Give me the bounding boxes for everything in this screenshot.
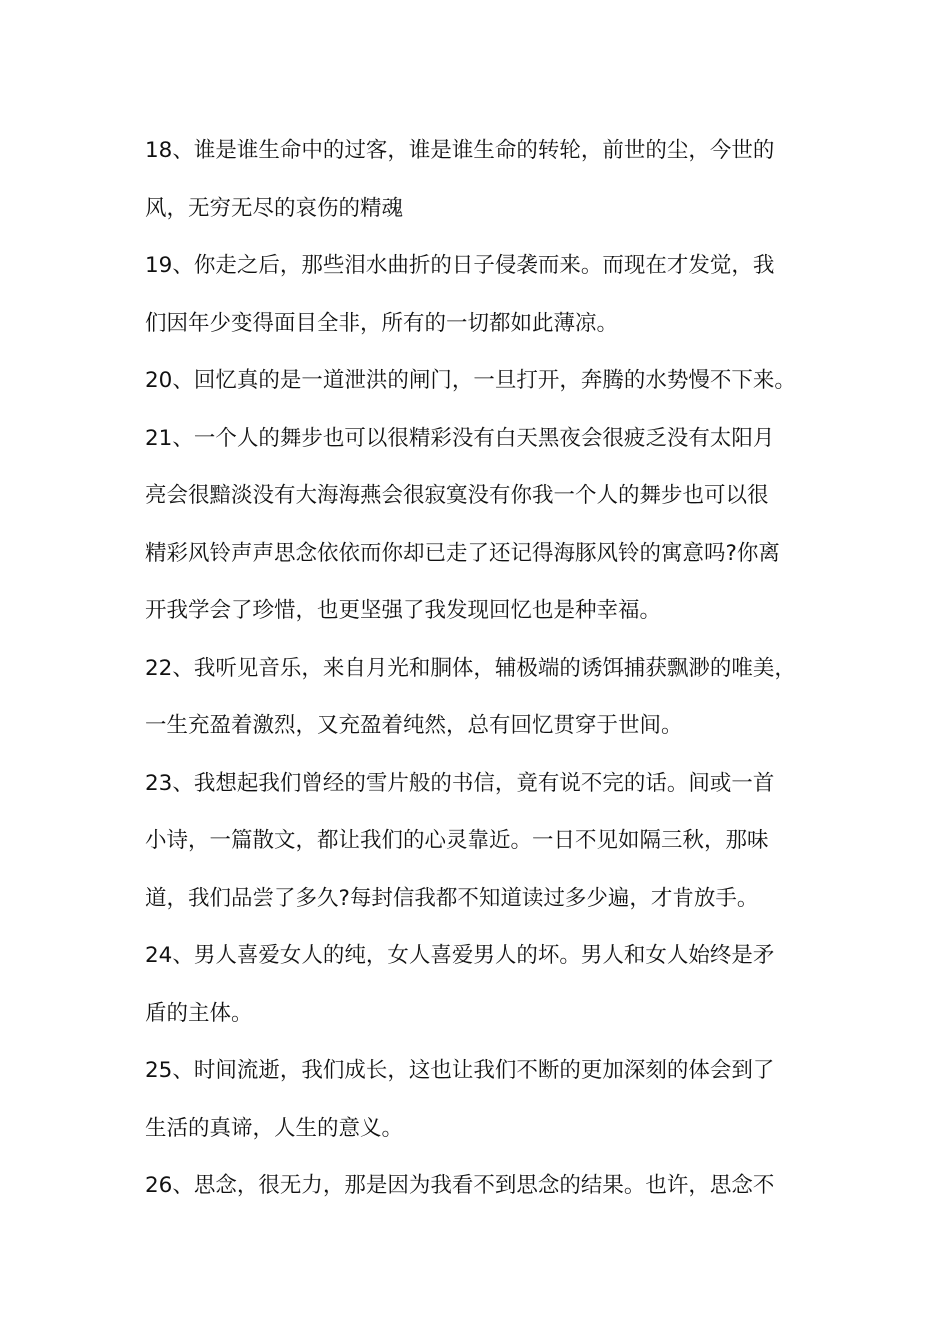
text-line: 生活的真谛，人生的意义。 [145,1115,404,1141]
text-line: 26、思念，很无力，那是因为我看不到思念的结果。也许，思念不 [145,1173,775,1198]
text-line: 21、一个人的舞步也可以很精彩没有白天黑夜会很疲乏没有太阳月 [145,425,775,451]
text-line: 25、时间流逝，我们成长，这也让我们不断的更加深刻的体会到了 [145,1058,775,1083]
text-line: 风，无穷无尽的哀伤的精魂 [145,195,404,221]
text-line: 22、我听见音乐，来自月光和胴体，辅极端的诱饵捕获飘渺的唯美， [145,655,796,681]
text-line: 精彩风铃声声思念依依而你却已走了还记得海豚风铃的寓意吗?你离 [145,540,780,566]
text-line: 开我学会了珍惜，也更坚强了我发现回忆也是种幸福。 [145,598,662,623]
text-line: 道，我们品尝了多久?每封信我都不知道读过多少遍，才肯放手。 [145,885,759,911]
text-line: 24、男人喜爱女人的纯，女人喜爱男人的坏。男人和女人始终是矛 [145,943,775,968]
text-line: 盾的主体。 [145,1000,253,1026]
text-line: 23、我想起我们曾经的雪片般的书信，竟有说不完的话。间或一首 [145,770,775,796]
text-line: 一生充盈着激烈，又充盈着纯然，总有回忆贯穿于世间。 [145,713,683,738]
text-line: 亮会很黯淡没有大海海燕会很寂寞没有你我一个人的舞步也可以很 [145,483,769,508]
text-line: 们因年少变得面目全非，所有的一切都如此薄凉。 [145,310,619,336]
text-line: 小诗，一篇散文，都让我们的心灵靠近。一日不见如隔三秋，那味 [145,828,769,853]
text-line: 18、谁是谁生命中的过客，谁是谁生命的转轮，前世的尘，今世的 [145,138,775,163]
text-line: 19、你走之后，那些泪水曲折的日子侵袭而来。而现在才发觉，我 [145,253,775,278]
text-line: 20、回忆真的是一道泄洪的闸门，一旦打开，奔腾的水势慢不下来。 [145,368,796,393]
document-body [145,122,825,1215]
